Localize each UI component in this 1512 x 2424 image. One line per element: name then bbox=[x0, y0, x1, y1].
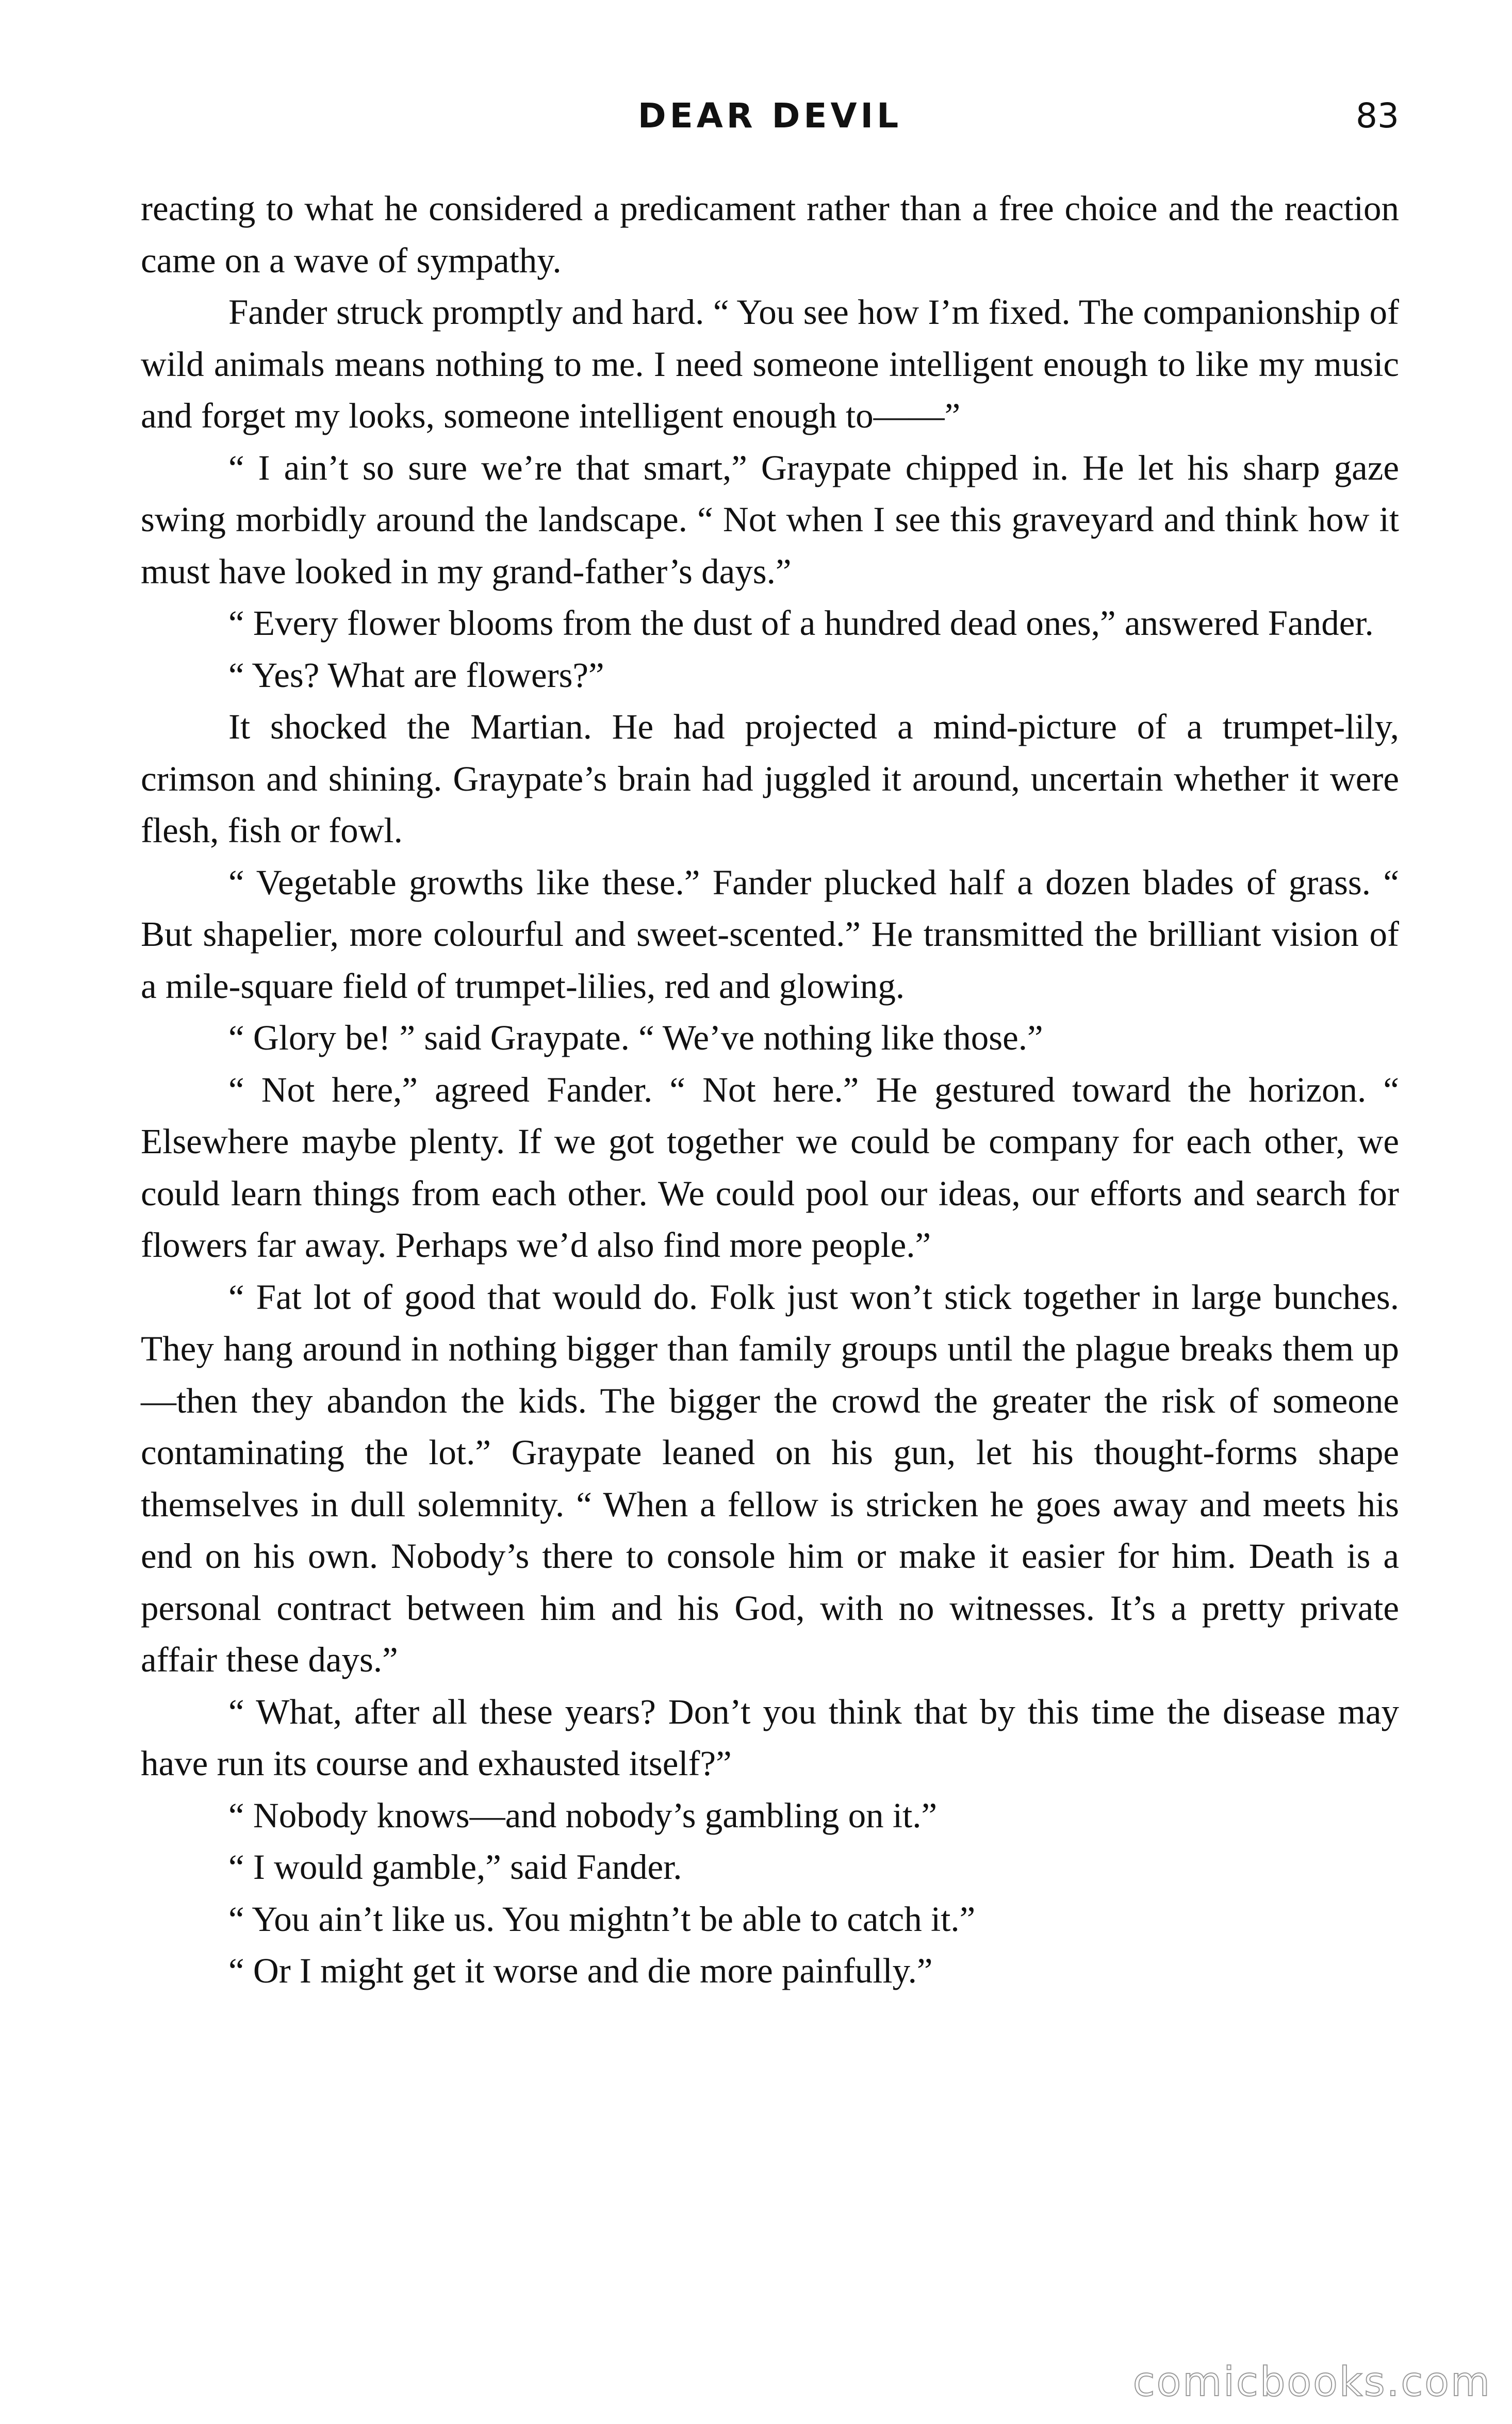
paragraph-14: “ You ain’t like us. You mightn’t be able to catch it.” bbox=[228, 1899, 976, 1939]
paragraph-7: “ Vegetable growths like these.” Fander plucked half a dozen blades of grass. “ But shapelier, more colourful and sweet-scented.” He transmitted the brilliant vision of a mile-square field of trumpet-lilies, red and glowing. bbox=[141, 862, 1399, 1006]
paragraph-15: “ Or I might get it worse and die more painfully.” bbox=[228, 1951, 933, 1990]
paragraph-3: “ I ain’t so sure we’re that smart,” Graypate chipped in. He let his sharp gaze swing morbidly around the landscape. “ Not when I see this graveyard and think how it must have looked in my grand-father’s days.” bbox=[141, 448, 1399, 591]
paragraph-13: “ I would gamble,” said Fander. bbox=[228, 1847, 682, 1887]
paragraph-4: “ Every flower blooms from the dust of a hundred dead ones,” answered Fander. bbox=[228, 603, 1374, 643]
running-title: DEAR DEVIL bbox=[637, 96, 902, 136]
page-number: 83 bbox=[1356, 96, 1399, 136]
paragraph-10: “ Fat lot of good that would do. Folk just won’t stick together in large bunches. They hang around in nothing bigger than family groups until the plague breaks them up—then they abandon the kids. The bigger the crowd the greater the risk of someone contaminating the lot.” Graypate leaned on his gun, let his thought-forms shape themselves in dull solemnity. “ When a fellow is stricken he goes away and meets his end on his own. Nobody’s there to console him or make it easier for him. Death is a personal contract between him and his God, with no witnesses. It’s a pretty private affair these days.” bbox=[141, 1277, 1399, 1679]
paragraph-8: “ Glory be! ” said Graypate. “ We’ve nothing like those.” bbox=[228, 1018, 1043, 1057]
page-header bbox=[141, 88, 1399, 144]
watermark: comicbooks.com bbox=[1132, 2359, 1491, 2405]
paragraph-11: “ What, after all these years? Don’t you think that by this time the disease may have run its course and exhausted itself?” bbox=[141, 1692, 1399, 1783]
paragraph-6: It shocked the Martian. He had projected a mind-picture of a trumpet-lily, crimson and shining. Graypate’s brain had juggled it around, uncertain whether it were flesh, fish or fowl. bbox=[141, 707, 1399, 850]
paragraph-12: “ Nobody knows—and nobody’s gambling on it.” bbox=[228, 1795, 938, 1835]
paragraph-2: Fander struck promptly and hard. “ You see how I’m fixed. The companionship of wild animals means nothing to me. I need someone intelligent enough to like my music and forget my looks, someone intelligent enough to——” bbox=[141, 292, 1399, 435]
body-text bbox=[141, 183, 1399, 1997]
paragraph-1: reacting to what he considered a predicament rather than a free choice and the reaction came on a wave of sympathy. bbox=[141, 189, 1399, 280]
paragraph-5: “ Yes? What are flowers?” bbox=[228, 655, 604, 695]
paragraph-9: “ Not here,” agreed Fander. “ Not here.” He gestured toward the horizon. “ Elsewhere maybe plenty. If we got together we could be company for each other, we could learn things from each other. We could pool our ideas, our efforts and search for flowers far away. Perhaps we’d also find more people.” bbox=[141, 1070, 1399, 1265]
